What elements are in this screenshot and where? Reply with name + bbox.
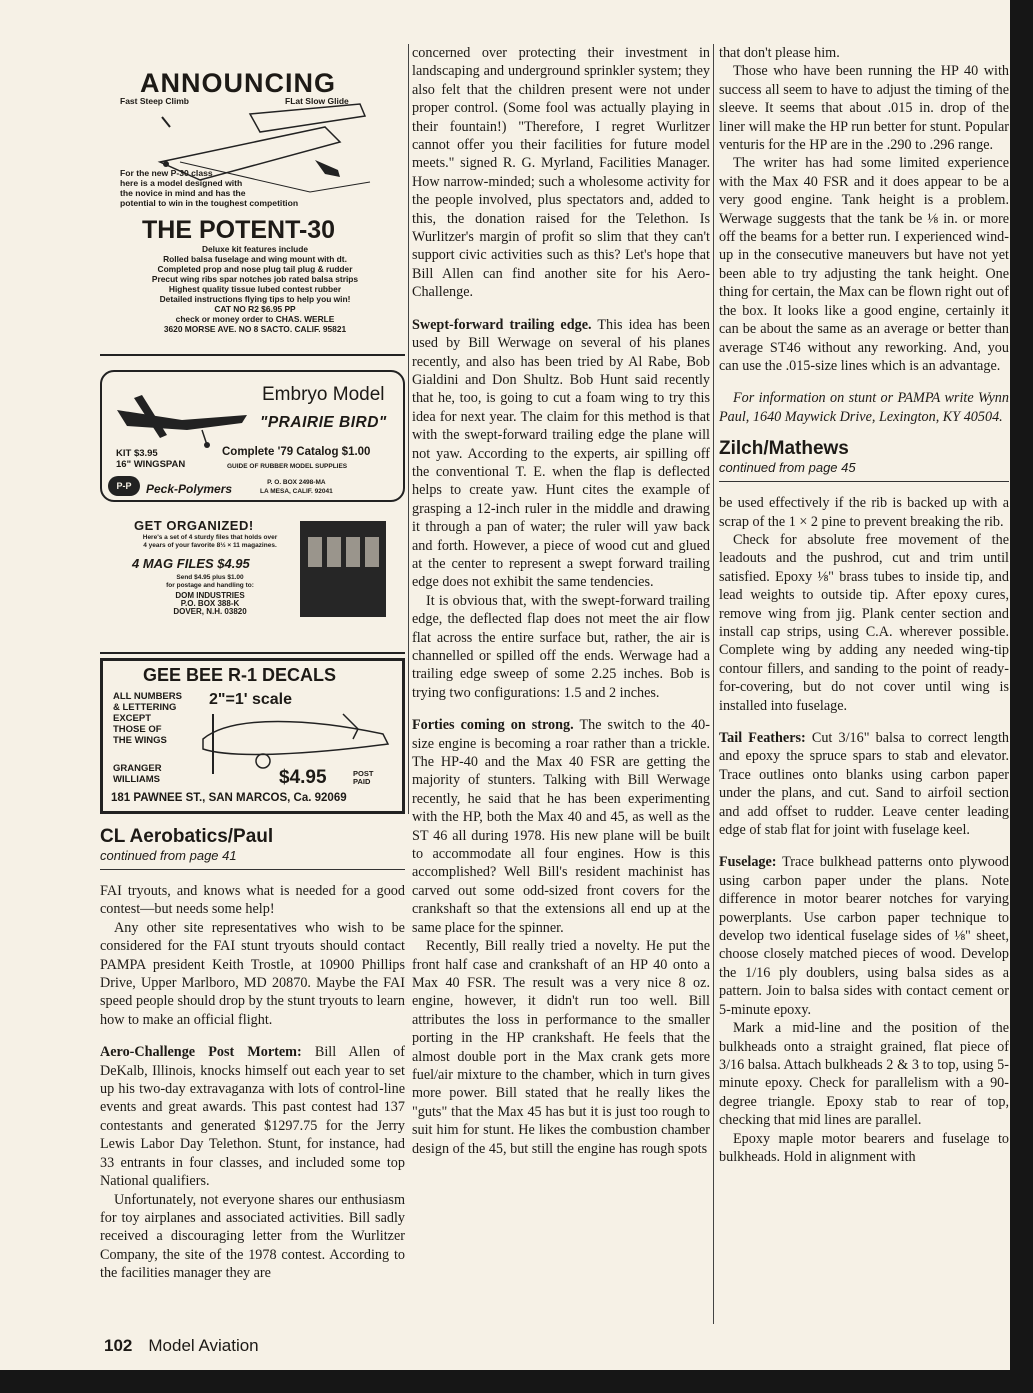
ad-line: GRANGER xyxy=(113,763,162,774)
article-paragraph: be used effectively if the rib is backed up with a scrap of the 1 × 2 pine to prevent breaking the rib. xyxy=(719,495,1009,530)
ad-line: P. O. BOX 2498-MA xyxy=(267,479,326,486)
ad-line: Rolled balsa fuselage and wing mount with dt. xyxy=(163,254,347,264)
ad-line: P.O. BOX 388-K xyxy=(180,599,240,608)
peck-polymers-logo: P-P xyxy=(108,476,140,496)
column-rule xyxy=(713,44,714,1324)
ad-address xyxy=(260,478,333,496)
article-paragraph: Mark a mid-line and the position of the bulkheads onto a straight grained, flat piece of 3/16 balsa. Attach bulkheads 2 & 3 to top, using 5-minute epoxy. Check for parallelism with a 90-degree triangle. Epoxy stab to rear of top, checking that mid lines are parallel. xyxy=(719,1020,1009,1129)
article-paragraph: concerned over protecting their investment in landscaping and underground sprinkler system; they also felt that the children present were not under proper control. (Some fool was actually playing in their fountain!) "Therefore, I regret Wurlitzer cannot offer you their facilities for future model meets." signed R. G. Myrland, Facilities Manager. How narrow-minded; such a wholesome activity for the people involved, plus spectators and, added to this, the donation raised for the Telethon. Is Wurlitzer's margin of profit so slim that they can't support civic activities such as this? Let's hope that Bill Allen can find another site for his Aero-Challenge. xyxy=(412,45,710,301)
article-paragraph xyxy=(719,853,1009,1019)
article-paragraph xyxy=(100,1043,405,1190)
column-rule xyxy=(408,44,409,814)
article-paragraph: Check for absolute free movement of the leadouts and the pushrod, cut and trim until satisfied. Epoxy ⅛" brass tubes to inside tip, and lead weights to outside tip. After epoxy cures, remove wing from jig. Plank center section and install cap strips, using C.A. wherever possible. Complete wing by adding any needed wing-tip contour fillers, and sanding to the point of ready-for-covering, but do not cover until wing is installed into fuselage. xyxy=(719,531,1009,714)
ad-line: here is a model designed with xyxy=(120,178,243,188)
section-subtitle: continued from page 45 xyxy=(719,460,1009,482)
run-in-head: Forties coming on strong. xyxy=(412,717,574,734)
paragraph-text: Trace bulkhead patterns onto plywood using carbon paper under the plans. Note difference in motor bearer notches for varying powerplants. Use carbon paper technique to develop two identical fuselage sides of ⅛" sheet, choose closely matched pieces of wood. Develop the 1/16 ply doublers, using balsa sides as a pattern. Join to balsa sides with contact cement or 5-minute epoxy. xyxy=(719,854,1009,1018)
article-paragraph: The writer has had some limited experience with the Max 40 FSR and it does appear to be a very good engine. Tank height is a problem. Werwage suggests that the tank be ⅛ in. or more off the beams for a better run. I experienced wind-up in the consecutive maneuvers but have not yet been able to try adjusting the tank height. One thing for certain, the Max can be flown right out of the box. It looks like a good engine, certainly it can be about the same as an average or better than average ST46 without any reworking. And, you can use the .015-size lines which is an advantage. xyxy=(719,155,1009,374)
article-paragraph: For information on stunt or PAMPA write Wynn Paul, 1640 Maywick Drive, Lexington, KY 40504. xyxy=(719,390,1009,425)
ad-title: GET ORGANIZED! xyxy=(134,518,254,533)
embryo-model-ad xyxy=(100,370,405,502)
ad-title: GEE BEE R-1 DECALS xyxy=(143,665,337,685)
ad-line: POST xyxy=(353,769,374,778)
section-subtitle: continued from page 41 xyxy=(100,848,405,870)
ad-company: DOM INDUSTRIES xyxy=(175,591,245,600)
ad-line: Detailed instructions flying tips to help you win! xyxy=(159,294,351,304)
article-paragraph: that don't please him. xyxy=(719,45,840,61)
ad-product-name: 4 MAG FILES $4.95 xyxy=(132,556,250,571)
paragraph-text: The switch to the 40-size engine is becoming a roar rather than a trickle. The HP-40 and the Max 40 FSR are getting the majority of stunters. Talking with Bill Werwage recently, he said that he has been experimenting with the HP, both the Max 40 and 45, as well as the ST 46 all during 1978. His new plane will be built to accommodate all four engines. How is this accomplished? Well Bill's resident machinist has carved out some odd-sized front covers for the crankshaft so that the extensions all end up at the same place for the spinner. xyxy=(412,717,710,936)
ad-line: ALL NUMBERS xyxy=(113,691,182,702)
ad-company xyxy=(113,763,162,785)
ad-title: Embryo Model xyxy=(262,384,385,405)
article-paragraph: Those who have been running the HP 40 with success all seem to have to adjust the timing of the sleeve. It seems that about .015 in. drop of the liner will make the HP run better for stunt. Popular venturis for the HP are in the .290 to .296 range. xyxy=(719,63,1009,154)
ad-line: check or money order to CHAS. WERLE xyxy=(175,314,335,324)
ad-scale: 2"=1' scale xyxy=(209,691,293,708)
ad-line: Highest quality tissue lubed contest rubber xyxy=(168,284,342,294)
ad-line: CAT NO R2 $6.95 PP xyxy=(214,304,296,314)
column-3 xyxy=(719,44,1009,1166)
page-folio xyxy=(104,1336,259,1356)
run-in-head: Fuselage: xyxy=(719,854,777,871)
section-title: CL Aerobatics/Paul xyxy=(100,826,274,847)
article-paragraph: Epoxy maple motor bearers and fuselage to bulkheads. Hold in alignment with xyxy=(719,1130,1009,1165)
ad-guide: GUIDE OF RUBBER MODEL SUPPLIES xyxy=(227,463,348,470)
ad-product-name: "PRAIRIE BIRD" xyxy=(260,414,387,431)
ad-line: for postage and handling to: xyxy=(166,582,254,589)
ad-line: PAID xyxy=(353,777,371,786)
article-paragraph: It is obvious that, with the swept-forward trailing edge, the deflected flap does not meet the air flow flat across the entire surface but, rather, the air is channelled or spilled off the ends. Werwage had a trailing edge sweep of some 2.25 inches. Bob is trying two configurations: 1.5 and 2 inches. xyxy=(412,592,710,701)
ad-line: For the new P-30 class xyxy=(120,168,213,178)
ad-line: the novice in mind and has the xyxy=(120,188,246,198)
ad-features xyxy=(115,244,395,334)
ad-product-name: THE POTENT-30 xyxy=(142,216,336,244)
paragraph-text: Cut 3/16" balsa to correct length and epoxy the spruce spars to stab and elevator. Trace outlines onto blanks using carbon paper under the plans, and cut. Sand to airfoil section and add offset to rudder. Leave center leading edge of stab flat for joint with fuselage keel. xyxy=(719,730,1009,839)
ad-line: THE WINGS xyxy=(113,735,167,746)
run-in-head: Swept-forward trailing edge. xyxy=(412,316,592,333)
section-header-zilch xyxy=(719,438,1009,482)
ad-kit-info xyxy=(116,448,185,470)
ad-line: potential to win in the toughest competition xyxy=(120,198,299,208)
section-title: Zilch/Mathews xyxy=(719,438,849,460)
run-in-head: Aero-Challenge Post Mortem: xyxy=(100,1044,302,1061)
ad-brand: Peck-Polymers xyxy=(146,482,233,496)
page-number: 102 xyxy=(104,1336,133,1355)
ad-line: 4 years of your favorite 8½ × 11 magazines. xyxy=(143,542,277,549)
ad-address: 181 PAWNEE ST., SAN MARCOS, Ca. 92069 xyxy=(111,792,347,804)
ad-line: Send $4.95 plus $1.00 xyxy=(176,574,244,581)
run-in-head: Tail Feathers: xyxy=(719,730,806,746)
mag-files-photo xyxy=(300,521,386,617)
article-paragraph xyxy=(412,316,710,592)
ad-line: WILLIAMS xyxy=(113,774,160,785)
ad-line: EXCEPT xyxy=(113,713,152,724)
ad-line: Deluxe kit features include xyxy=(201,244,309,254)
article-paragraph: Any other site representatives who wish to be considered for the FAI stunt tryouts should contact PAMPA president Keith Trostle, at 10900 Phillips Drive, Upper Marlboro, MD 20870. Maybe the FAI speed people should drop by the stunt tryouts to learn how to make an official flight. xyxy=(100,919,405,1028)
ad-line: 3620 MORSE AVE. NO 8 SACTO. CALIF. 95821 xyxy=(163,324,347,334)
ad-line: DOVER, N.H. 03820 xyxy=(173,607,247,616)
ad-tag: FLat Slow Glide xyxy=(285,96,349,106)
article-paragraph: FAI tryouts, and knows what is needed for a good contest—but needs some help! xyxy=(100,883,405,918)
mag-files-ad xyxy=(100,506,405,654)
column-1 xyxy=(100,44,405,1283)
paragraph-text: Bill Allen of DeKalb, Illinois, knocks himself out each year to set up his two-day extravaganza with lots of control-line events and great awards. This past contest had 137 contestants and generated $1297.75 for the Jerry Lewis Labor Day Telethon. Stunt, for instance, had 33 entrants in four classes, and included some top National qualifiers. xyxy=(100,1044,405,1190)
article-paragraph: Unfortunately, not everyone shares our enthusiasm for toy airplanes and associated activities. Bill sadly received a discouraging letter from the Wurlitzer Company, the site of the 1978 contest. According to the facilities manager they are xyxy=(100,1191,405,1282)
ad-headline: ANNOUNCING xyxy=(140,68,336,98)
ad-line: THOSE OF xyxy=(113,724,162,735)
ad-description xyxy=(113,691,182,746)
ad-line: KIT $3.95 xyxy=(116,448,158,459)
column-2 xyxy=(412,44,710,1158)
ad-post-paid xyxy=(353,770,373,786)
ad-line: Precut wing ribs spar notches job rated balsa strips xyxy=(151,274,359,284)
ad-line: & LETTERING xyxy=(113,702,177,713)
prairie-bird-illustration xyxy=(112,390,252,450)
potent-30-ad xyxy=(100,44,405,356)
ad-tag: Fast Steep Climb xyxy=(120,96,189,106)
ad-line: Here's a set of 4 sturdy files that holds over xyxy=(142,534,278,541)
article-paragraph xyxy=(719,729,1009,839)
article-paragraph xyxy=(412,716,710,937)
ad-line: LA MESA, CALIF. 92041 xyxy=(260,488,333,495)
paragraph-text: This idea has been used by Bill Werwage on several of his planes recently, and also has been tried by Al Rabe, Bob Gialdini and Don Shultz. Bob Hunt said recently that he, too, is going to cut a foam wing to try this idea for next year. The claim for this method is that with the swept-forward trailing edge the plane will not yaw. According to the experts, air spilling off the conventional T. E. when the flap is deflected helps to create yaw. Hunt cites the example of grasping a 12-inch ruler in the middle and drawing it through a pan of water; the ruler will yaw back and forth. However, a piece of wood cut and glued at the center to represent a swept forward trailing edge does not exhibit the same tendencies. xyxy=(412,316,710,591)
magazine-name: Model Aviation xyxy=(148,1336,259,1355)
ad-price: $4.95 xyxy=(279,767,327,788)
gee-bee-decals-ad xyxy=(100,658,405,814)
ad-intro xyxy=(120,168,380,208)
ad-intro xyxy=(125,534,295,550)
ad-line: 16" WINGSPAN xyxy=(116,459,186,470)
ad-line: Completed prop and nose plug tail plug & rudder xyxy=(157,264,353,274)
article-paragraph: Recently, Bill really tried a novelty. He put the front half case and crankshaft of an HP 40 onto a Max 40 FSR. The result was a very nice 8 oz. engine, however, it didn't run too well. Bill attributes the loss in performance to the smaller porting in the HP crankshaft. He feels that the almost double port in the Max crank gets more fuel/air mixture to the chamber, which in turn gives more power. Bill stated that he really likes the "guts" that the Max 45 has but it is just too rough to suit him for stunt. He likes the combustion chamber design of the 45, but still the engine has rough spots xyxy=(412,938,710,1157)
ad-shipping xyxy=(125,574,295,616)
ad-catalog: Complete '79 Catalog $1.00 xyxy=(222,446,371,458)
section-header-cl-aerobatics xyxy=(100,826,405,870)
